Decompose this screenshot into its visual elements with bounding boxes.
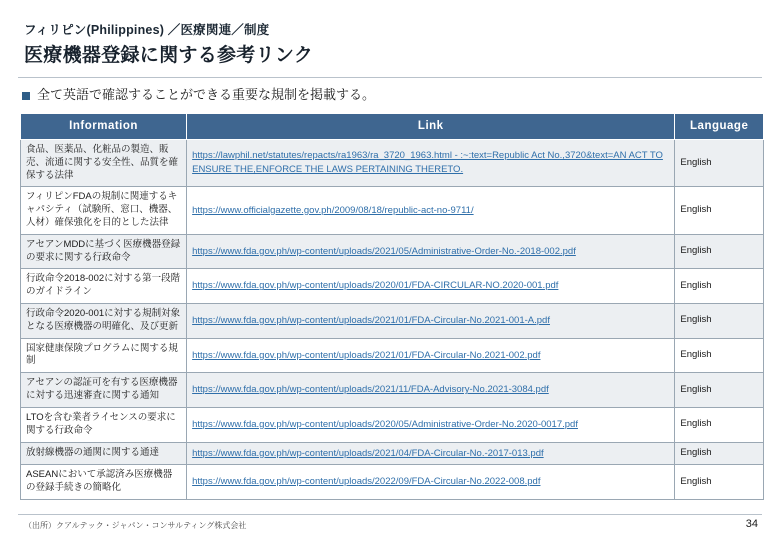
row-link[interactable]: https://lawphil.net/statutes/repacts/ra1963/ra_3720_1963.html - :~:text=Republic Act No.,3720&text=AN ACT TO ENSURE THE,ENFORCE THE LAWS PERTAINING THERETO. bbox=[192, 150, 663, 176]
row-link[interactable]: https://www.fda.gov.ph/wp-content/uploads/2020/01/FDA-CIRCULAR-NO.2020-001.pdf bbox=[192, 280, 559, 292]
row-information: フィリピンFDAの規制に関連するキャパシティ（試験所、窓口、機器、人材）確保強化を目的とした法律 bbox=[21, 187, 187, 234]
column-header-link: Link bbox=[187, 113, 675, 139]
row-language: English bbox=[675, 139, 764, 186]
row-link-cell bbox=[187, 373, 675, 408]
table-body bbox=[21, 139, 764, 499]
footer-divider bbox=[18, 514, 762, 515]
row-information: LTOを含む業者ライセンスの要求に関する行政命令 bbox=[21, 407, 187, 442]
table-row bbox=[21, 373, 764, 408]
table-row bbox=[21, 407, 764, 442]
row-link-cell bbox=[187, 269, 675, 304]
row-link[interactable]: https://www.fda.gov.ph/wp-content/uploads/2022/09/FDA-Circular-No.2022-008.pdf bbox=[192, 476, 541, 488]
source-note: （出所）クアルテック・ジャパン・コンサルティング株式会社 bbox=[24, 521, 247, 530]
row-link[interactable]: https://www.fda.gov.ph/wp-content/uploads/2020/05/Administrative-Order-No.2020-0017.pdf bbox=[192, 418, 578, 430]
square-bullet-icon bbox=[22, 92, 30, 100]
table-row bbox=[21, 234, 764, 269]
row-language: English bbox=[675, 407, 764, 442]
row-information: 行政命令2020-001に対する規制対象となる医療機器の明確化、及び更新 bbox=[21, 304, 187, 339]
page-title: 医療機器登録に関する参考リンク bbox=[24, 45, 314, 66]
row-information: 国家健康保険プログラムに関する規制 bbox=[21, 338, 187, 373]
row-language: English bbox=[675, 234, 764, 269]
row-language: English bbox=[675, 465, 764, 500]
row-information: アセアンMDDに基づく医療機器登録の要求に関する行政命令 bbox=[21, 234, 187, 269]
row-language: English bbox=[675, 187, 764, 234]
row-link-cell bbox=[187, 338, 675, 373]
row-link-cell bbox=[187, 234, 675, 269]
row-language: English bbox=[675, 338, 764, 373]
row-link[interactable]: https://www.fda.gov.ph/wp-content/uploads/2021/11/FDA-Advisory-No.2021-3084.pdf bbox=[192, 384, 549, 396]
row-information: 放射線機器の通関に関する通達 bbox=[21, 442, 187, 465]
table-row bbox=[21, 465, 764, 500]
table-row bbox=[21, 304, 764, 339]
slide-footer bbox=[0, 514, 780, 540]
table-header-row bbox=[21, 113, 764, 139]
row-language: English bbox=[675, 269, 764, 304]
row-link[interactable]: https://www.fda.gov.ph/wp-content/uploads/2021/01/FDA-Circular-No.2021-002.pdf bbox=[192, 349, 541, 361]
row-link-cell bbox=[187, 442, 675, 465]
row-language: English bbox=[675, 442, 764, 465]
row-link-cell bbox=[187, 139, 675, 186]
page-number: 34 bbox=[745, 518, 758, 530]
row-information: ASEANにおいて承認済み医療機器の登録手続きの簡略化 bbox=[21, 465, 187, 500]
breadcrumb: フィリピン(Philippines) ／医療関連／制度 bbox=[24, 23, 270, 37]
row-link[interactable]: https://www.fda.gov.ph/wp-content/uploads/2021/05/Administrative-Order-No.-2018-002.pdf bbox=[192, 245, 576, 257]
lead-text: 全て英語で確認することができる重要な規制を掲載する。 bbox=[37, 87, 376, 102]
row-information: 食品、医薬品、化粧品の製造、販売、流通に関する安全性、品質を確保する法律 bbox=[21, 139, 187, 186]
row-information: 行政命令2018-002に対する第一段階のガイドライン bbox=[21, 269, 187, 304]
table-row bbox=[21, 442, 764, 465]
row-link-cell bbox=[187, 187, 675, 234]
reference-links-table bbox=[20, 113, 764, 500]
lead-statement bbox=[22, 87, 762, 104]
row-link[interactable]: https://www.fda.gov.ph/wp-content/uploads/2021/01/FDA-Circular-No.2021-001-A.pdf bbox=[192, 314, 550, 326]
row-language: English bbox=[675, 373, 764, 408]
title-divider bbox=[18, 77, 762, 78]
row-link[interactable]: https://www.officialgazette.gov.ph/2009/08/18/republic-act-no-9711/ bbox=[192, 204, 474, 216]
row-link[interactable]: https://www.fda.gov.ph/wp-content/uploads/2021/04/FDA-Circular-No.-2017-013.pdf bbox=[192, 447, 544, 459]
row-information: アセアンの認証可を有する医療機器に対する迅速審査に関する通知 bbox=[21, 373, 187, 408]
table-row bbox=[21, 338, 764, 373]
column-header-information: Information bbox=[21, 113, 187, 139]
row-language: English bbox=[675, 304, 764, 339]
row-link-cell bbox=[187, 304, 675, 339]
row-link-cell bbox=[187, 465, 675, 500]
row-link-cell bbox=[187, 407, 675, 442]
column-header-language: Language bbox=[675, 113, 764, 139]
table-row bbox=[21, 139, 764, 186]
table-row bbox=[21, 187, 764, 234]
table-row bbox=[21, 269, 764, 304]
